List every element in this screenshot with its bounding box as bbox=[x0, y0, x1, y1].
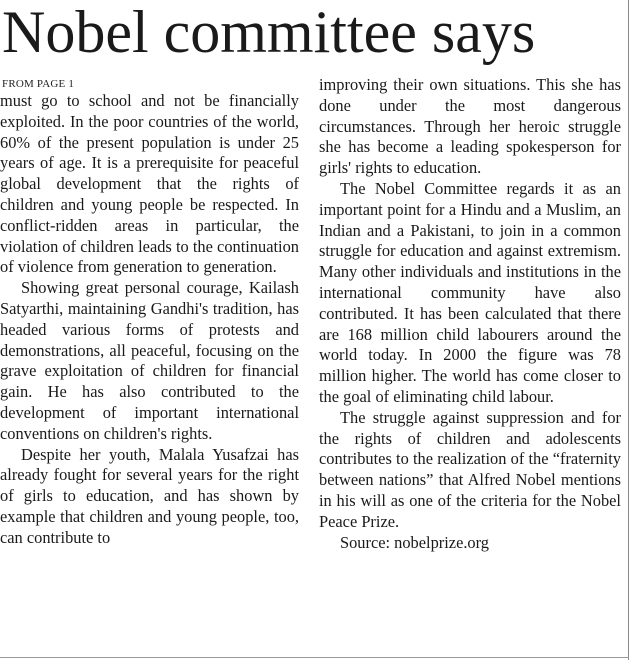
headline: Nobel committee says bbox=[2, 0, 536, 65]
bottom-border-rule bbox=[0, 657, 629, 658]
right-paragraph-1: improving their own situations. This she has done under the most dangerous circumstances. Through her heroic struggle she has become a leading spokesperson for girls' rights to education. bbox=[319, 75, 621, 178]
right-paragraph-2: The Nobel Committee regards it as an important point for a Hindu and a Muslim, an Indian and a Pakistani, to join in a common struggle for education and against extremism. Many other individuals and institutions in the international community have also contributed. It has been calculated that there are 168 million child labourers around the world today. In 2000 the figure was 78 million higher. The world has come closer to the goal of eliminating child labour. bbox=[319, 178, 621, 406]
article-column-right bbox=[319, 75, 621, 553]
right-paragraph-3: The struggle against suppression and for the rights of children and adolescents contributes to the realization of the “fraternity between nations” that Alfred Nobel mentions in his will as one of the criteria for the Nobel Peace Prize. bbox=[319, 407, 621, 531]
continued-from-label: FROM PAGE 1 bbox=[2, 78, 75, 90]
article-column-left bbox=[0, 91, 299, 549]
source-credit: Source: nobelprize.org bbox=[340, 532, 489, 552]
left-paragraph-2: Showing great personal courage, Kailash Satyarthi, maintaining Gandhi's tradition, has headed various forms of protests and demonstrations, all peaceful, focusing on the grave exploitation of children for financial gain. He has also contributed to the development of important international conventions on children's rights. bbox=[0, 278, 299, 443]
left-paragraph-1: must go to school and not be financially exploited. In the poor countries of the world, 60% of the present population is under 25 years of age. It is a prerequisite for peaceful global development that the rights of children and young people be respected. In conflict-ridden areas in particular, the violation of children leads to the continuation of violence from generation to generation. bbox=[0, 91, 299, 277]
left-paragraph-3: Despite her youth, Malala Yusafzai has already fought for several years for the right of girls to education, and has shown by example that children and young people, too, can contribute to bbox=[0, 444, 299, 547]
right-border-rule bbox=[628, 0, 629, 660]
